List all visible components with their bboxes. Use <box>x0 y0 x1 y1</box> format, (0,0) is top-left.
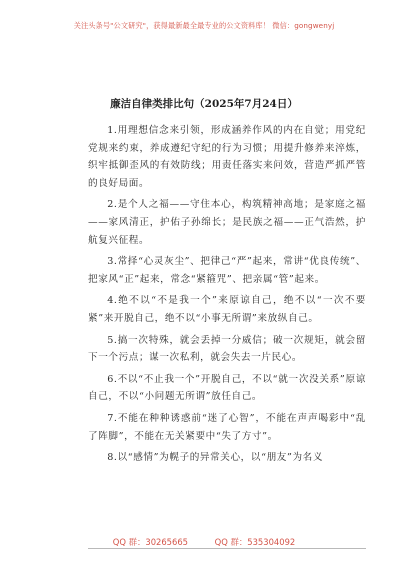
footer-qq-group-2: QQ 群：535304092 <box>214 537 296 547</box>
paragraph-2: 2.是个人之福——守住本心，构筑精神高地；是家庭之福——家风清正，护佑子孙绵长；是民族之福——正气浩然，护航复兴征程。 <box>88 199 366 246</box>
document-title: 廉洁自律类排比句（2025年7月24日） <box>110 98 298 110</box>
footer-contact <box>0 536 408 548</box>
paragraph-7: 7.不能在种种诱惑前“迷了心智”，不能在声声喝彩中“乱了阵脚”，不能在无关紧要中“失了方寸”。 <box>88 412 366 442</box>
paragraph-1: 1.用理想信念来引领，形成涵养作风的内在自觉；用党纪党规来约束，养成遵纪守纪的行为习惯；用提升修养来淬炼，织牢抵御歪风的有效防线；用责任落实来问效，营造严抓严管的良好局面。 <box>88 125 366 189</box>
header-promo-note: 关注头条号"公文研究"，获得最新最全最专业的公文资料库！ 微信：gongwenyj <box>73 21 335 30</box>
paragraph-8: 8.以“感情”为幌子的异常关心，以“朋友”为名义 <box>107 452 324 464</box>
document-body <box>88 122 366 471</box>
footer-qq-group-1: QQ 群：30265665 <box>112 537 188 547</box>
paragraph-5: 5.搞一次特殊，就会丢掉一分威信；破一次规矩，就会留下一个污点；谋一次私利，就会失去一片民心。 <box>88 334 366 364</box>
paragraph-3: 3.常择“心灵灰尘”、把律己“严”起来，常讲“优良传统”、把家风“正”起来，常念“紧箍咒”、把亲属“管”起来。 <box>88 256 366 285</box>
paragraph-6: 6.不以“不止我一个”开脱自己，不以“就一次没关系”原谅自己，不以“小问题无所谓”放任自己。 <box>88 373 366 403</box>
footer-divider <box>88 548 366 549</box>
paragraph-4: 4.绝不以“不是我一个”来原谅自己，绝不以“一次不要紧”来开脱自己，绝不以“小事无所谓”来放纵自己。 <box>88 295 366 324</box>
